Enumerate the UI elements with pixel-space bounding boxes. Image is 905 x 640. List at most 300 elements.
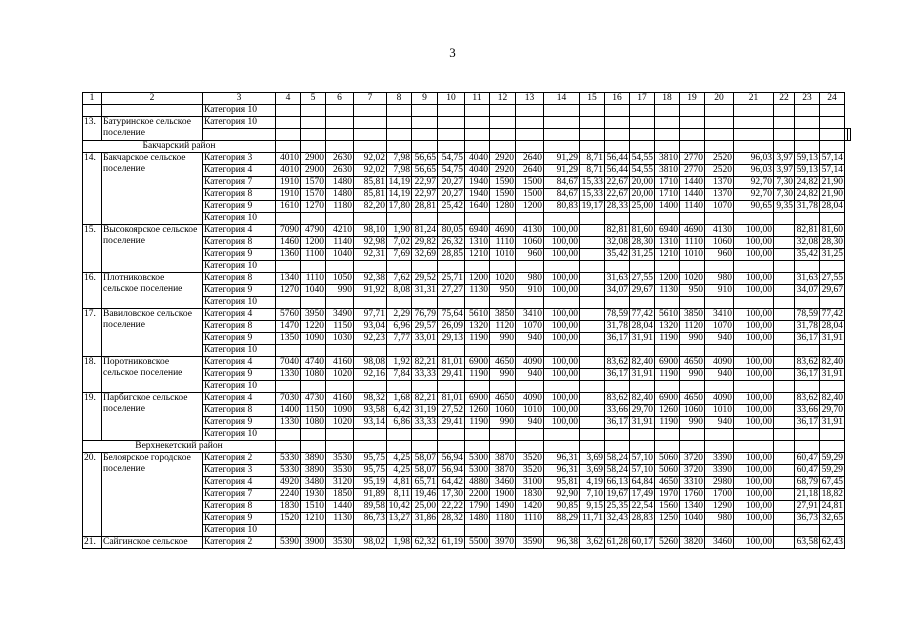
value-cell	[354, 213, 387, 225]
header-cell: 3	[203, 93, 276, 105]
category-label: Категория 7	[203, 489, 276, 501]
value-cell: 36,17	[795, 333, 820, 345]
header-cell: 10	[438, 93, 465, 105]
empty-cell	[276, 141, 301, 153]
value-cell: 3460	[705, 537, 734, 549]
value-cell	[734, 105, 774, 117]
value-cell: 1110	[301, 273, 326, 285]
value-cell	[438, 381, 465, 393]
value-cell: 29,57	[412, 321, 438, 333]
value-cell: 2920	[490, 153, 516, 165]
value-cell: 36,17	[605, 369, 630, 381]
value-cell: 1570	[301, 189, 326, 201]
value-cell: 76,79	[412, 309, 438, 321]
value-cell: 1210	[301, 513, 326, 525]
value-cell	[387, 129, 412, 141]
value-cell	[387, 213, 412, 225]
value-cell: 5330	[276, 453, 301, 465]
value-cell	[276, 345, 301, 357]
value-cell: 92,70	[734, 189, 774, 201]
value-cell: 1190	[655, 417, 680, 429]
value-cell: 22,54	[630, 501, 655, 513]
value-cell: 100,00	[734, 285, 774, 297]
value-cell: 28,85	[438, 249, 465, 261]
empty-cell	[438, 441, 465, 453]
value-cell: 57,10	[630, 465, 655, 477]
value-cell: 4010	[276, 165, 301, 177]
empty-cell	[705, 141, 734, 153]
value-cell	[605, 261, 630, 273]
value-cell: 8,71	[580, 153, 605, 165]
value-cell: 1830	[516, 489, 544, 501]
value-cell	[276, 525, 301, 537]
value-cell: 2520	[705, 165, 734, 177]
value-cell: 100,00	[734, 225, 774, 237]
value-cell	[680, 297, 705, 309]
value-cell	[490, 525, 516, 537]
value-cell: 6940	[465, 225, 490, 237]
value-cell: 19,67	[605, 489, 630, 501]
value-cell: 1830	[276, 501, 301, 513]
value-cell	[354, 117, 387, 129]
empty-cell	[276, 441, 301, 453]
value-cell	[820, 525, 845, 537]
value-cell: 1940	[465, 189, 490, 201]
value-cell: 90,65	[734, 201, 774, 213]
value-cell	[580, 381, 605, 393]
value-cell: 21,90	[820, 189, 845, 201]
value-cell: 36,17	[795, 369, 820, 381]
value-cell	[605, 117, 630, 129]
table-row	[83, 309, 851, 321]
empty-cell	[680, 441, 705, 453]
header-cell: 7	[354, 93, 387, 105]
settlement-name: Поротниковское сельское поселение	[102, 357, 203, 393]
value-cell	[544, 117, 580, 129]
value-cell: 65,71	[412, 477, 438, 489]
value-cell	[412, 345, 438, 357]
empty-cell	[795, 441, 820, 453]
value-cell	[655, 345, 680, 357]
value-cell	[734, 213, 774, 225]
value-cell	[774, 309, 795, 321]
value-cell: 4040	[465, 165, 490, 177]
value-cell: 31,91	[820, 333, 845, 345]
value-cell	[680, 429, 705, 441]
value-cell: 1360	[276, 249, 301, 261]
value-cell: 9,15	[580, 501, 605, 513]
table-row	[83, 153, 851, 165]
value-cell	[465, 429, 490, 441]
empty-cell	[387, 441, 412, 453]
value-cell: 10,42	[387, 501, 412, 513]
empty-cell	[412, 441, 438, 453]
value-cell: 5300	[465, 453, 490, 465]
value-cell	[438, 429, 465, 441]
value-cell	[605, 105, 630, 117]
value-cell: 92,02	[354, 153, 387, 165]
value-cell	[680, 345, 705, 357]
value-cell: 93,58	[354, 405, 387, 417]
value-cell	[301, 345, 326, 357]
value-cell: 4090	[516, 357, 544, 369]
value-cell: 1130	[326, 513, 354, 525]
value-cell: 81,60	[820, 225, 845, 237]
header-cell: 6	[326, 93, 354, 105]
value-cell: 92,31	[354, 249, 387, 261]
value-cell: 6900	[465, 357, 490, 369]
value-cell	[774, 117, 795, 129]
value-cell	[438, 525, 465, 537]
empty-cell	[630, 441, 655, 453]
value-cell	[774, 405, 795, 417]
value-cell: 100,00	[544, 369, 580, 381]
value-cell: 960	[516, 249, 544, 261]
value-cell	[705, 105, 734, 117]
value-cell	[580, 393, 605, 405]
value-cell: 990	[490, 333, 516, 345]
value-cell: 31,78	[795, 201, 820, 213]
value-cell: 62,32	[412, 537, 438, 549]
value-cell	[326, 261, 354, 273]
value-cell	[774, 297, 795, 309]
empty-cell	[490, 141, 516, 153]
value-cell: 1120	[680, 321, 705, 333]
value-cell: 1590	[490, 177, 516, 189]
value-cell: 60,47	[795, 465, 820, 477]
row-number: 15.	[83, 225, 102, 273]
empty-cell	[326, 141, 354, 153]
value-cell	[516, 129, 544, 141]
value-cell: 3870	[490, 465, 516, 477]
empty-cell	[465, 141, 490, 153]
value-cell	[544, 213, 580, 225]
value-cell	[680, 129, 705, 141]
row-number: 17.	[83, 309, 102, 357]
value-cell: 3,97	[774, 165, 795, 177]
value-cell	[630, 117, 655, 129]
value-cell: 6900	[655, 393, 680, 405]
value-cell	[301, 105, 326, 117]
value-cell: 32,69	[412, 249, 438, 261]
value-cell: 36,17	[795, 417, 820, 429]
value-cell	[795, 381, 820, 393]
value-cell: 31,25	[820, 249, 845, 261]
value-cell: 7,02	[387, 237, 412, 249]
value-cell: 1480	[465, 513, 490, 525]
header-cell: 15	[580, 93, 605, 105]
value-cell: 910	[705, 285, 734, 297]
row-number	[203, 129, 276, 141]
category-label: Категория 9	[203, 201, 276, 213]
settlement-name: Бакчарское сельское поселение	[102, 153, 203, 225]
value-cell: 20,27	[438, 177, 465, 189]
value-cell: 7,77	[387, 333, 412, 345]
value-cell: 96,38	[544, 537, 580, 549]
value-cell: 7,98	[387, 165, 412, 177]
settlement-name: Плотниковское сельское поселение	[102, 273, 203, 309]
value-cell: 1760	[680, 489, 705, 501]
value-cell: 5390	[276, 537, 301, 549]
value-cell: 1330	[276, 369, 301, 381]
value-cell: 3530	[326, 465, 354, 477]
value-cell: 2200	[465, 489, 490, 501]
value-cell	[326, 381, 354, 393]
value-cell	[438, 129, 465, 141]
value-cell	[820, 261, 845, 273]
value-cell	[544, 525, 580, 537]
settlement-name: Вавиловское сельское поселение	[102, 309, 203, 357]
value-cell	[326, 213, 354, 225]
value-cell: 1700	[705, 489, 734, 501]
value-cell: 1970	[655, 489, 680, 501]
value-cell	[630, 429, 655, 441]
value-cell: 25,71	[438, 273, 465, 285]
district-row	[83, 141, 851, 153]
value-cell: 78,59	[605, 309, 630, 321]
value-cell: 1,90	[387, 225, 412, 237]
value-cell	[774, 513, 795, 525]
value-cell: 58,24	[605, 465, 630, 477]
value-cell	[605, 345, 630, 357]
value-cell: 89,58	[354, 501, 387, 513]
value-cell: 100,00	[544, 417, 580, 429]
value-cell	[387, 105, 412, 117]
value-cell: 22,97	[412, 177, 438, 189]
category-label: Категория 8	[203, 405, 276, 417]
value-cell	[734, 297, 774, 309]
value-cell: 78,59	[795, 309, 820, 321]
value-cell: 3,69	[580, 453, 605, 465]
value-cell: 98,02	[354, 537, 387, 549]
value-cell: 14,19	[387, 189, 412, 201]
value-cell: 1090	[326, 405, 354, 417]
value-cell: 34,07	[795, 285, 820, 297]
value-cell	[490, 381, 516, 393]
value-cell: 100,00	[734, 357, 774, 369]
settlement-name: Сайгинское сельское	[102, 537, 203, 549]
header-cell: 14	[544, 93, 580, 105]
value-cell: 1210	[655, 249, 680, 261]
value-cell: 5760	[276, 309, 301, 321]
value-cell: 33,33	[412, 417, 438, 429]
value-cell: 1370	[705, 189, 734, 201]
value-cell: 31,91	[820, 369, 845, 381]
value-cell: 28,83	[630, 513, 655, 525]
empty-cell	[605, 141, 630, 153]
value-cell: 990	[490, 369, 516, 381]
value-cell: 4690	[490, 225, 516, 237]
value-cell: 4090	[516, 393, 544, 405]
value-cell: 36,17	[605, 417, 630, 429]
value-cell: 59,29	[820, 465, 845, 477]
value-cell: 92,98	[354, 237, 387, 249]
header-cell: 1	[83, 93, 102, 105]
value-cell: 4040	[465, 153, 490, 165]
value-cell: 59,29	[820, 453, 845, 465]
value-cell: 29,67	[820, 285, 845, 297]
value-cell: 28,30	[630, 237, 655, 249]
value-cell	[630, 345, 655, 357]
value-cell	[412, 525, 438, 537]
value-cell: 56,94	[438, 453, 465, 465]
value-cell: 54,75	[438, 153, 465, 165]
value-cell	[705, 297, 734, 309]
value-cell: 2920	[490, 165, 516, 177]
value-cell: 98,32	[354, 393, 387, 405]
value-cell	[490, 345, 516, 357]
value-cell: 980	[516, 273, 544, 285]
value-cell: 3120	[326, 477, 354, 489]
value-cell: 1040	[301, 285, 326, 297]
value-cell	[465, 525, 490, 537]
value-cell: 25,42	[438, 201, 465, 213]
value-cell	[774, 285, 795, 297]
value-cell: 3870	[490, 453, 516, 465]
empty-cell	[465, 441, 490, 453]
category-label: Категория 10	[203, 429, 276, 441]
value-cell: 3820	[680, 537, 705, 549]
value-cell: 27,55	[630, 273, 655, 285]
value-cell: 1710	[655, 189, 680, 201]
value-cell: 22,67	[605, 177, 630, 189]
value-cell: 92,70	[734, 177, 774, 189]
value-cell	[580, 297, 605, 309]
value-cell: 940	[516, 417, 544, 429]
value-cell: 24,82	[795, 177, 820, 189]
empty-cell	[734, 141, 774, 153]
value-cell: 32,08	[605, 237, 630, 249]
value-cell: 31,91	[820, 417, 845, 429]
value-cell: 32,65	[820, 513, 845, 525]
value-cell: 100,00	[544, 249, 580, 261]
value-cell: 20,27	[438, 189, 465, 201]
value-cell: 98,10	[354, 225, 387, 237]
value-cell	[354, 381, 387, 393]
value-cell: 64,42	[438, 477, 465, 489]
value-cell	[630, 129, 655, 141]
value-cell	[774, 249, 795, 261]
value-cell: 82,40	[630, 357, 655, 369]
value-cell: 6,96	[387, 321, 412, 333]
value-cell: 26,32	[438, 237, 465, 249]
value-cell: 56,94	[438, 465, 465, 477]
header-cell: 8	[387, 93, 412, 105]
value-cell: 15,33	[580, 189, 605, 201]
value-cell: 2240	[276, 489, 301, 501]
value-cell: 91,89	[354, 489, 387, 501]
value-cell: 1200	[655, 273, 680, 285]
value-cell: 1510	[301, 501, 326, 513]
value-cell: 2640	[516, 153, 544, 165]
value-cell: 940	[705, 417, 734, 429]
value-cell: 90,85	[544, 501, 580, 513]
value-cell: 91,92	[354, 285, 387, 297]
value-cell: 80,05	[438, 225, 465, 237]
empty-cell	[354, 441, 387, 453]
value-cell: 7090	[276, 225, 301, 237]
value-cell	[774, 225, 795, 237]
value-cell: 3590	[516, 537, 544, 549]
header-cell: 23	[795, 93, 820, 105]
value-cell: 56,65	[412, 165, 438, 177]
value-cell: 29,52	[412, 273, 438, 285]
value-cell: 100,00	[734, 369, 774, 381]
value-cell: 1340	[276, 273, 301, 285]
value-cell	[680, 261, 705, 273]
value-cell: 54,55	[630, 153, 655, 165]
value-cell: 5060	[655, 453, 680, 465]
value-cell	[326, 297, 354, 309]
value-cell	[705, 129, 734, 141]
value-cell: 1310	[465, 237, 490, 249]
value-cell: 1150	[301, 405, 326, 417]
value-cell: 980	[705, 513, 734, 525]
value-cell	[354, 525, 387, 537]
value-cell	[795, 345, 820, 357]
category-label: Категория 8	[203, 501, 276, 513]
value-cell: 100,00	[544, 405, 580, 417]
value-cell	[326, 105, 354, 117]
value-cell	[774, 453, 795, 465]
value-cell	[516, 381, 544, 393]
value-cell: 7040	[276, 357, 301, 369]
value-cell: 7,62	[387, 273, 412, 285]
category-label: Категория 2	[203, 537, 276, 549]
value-cell	[412, 117, 438, 129]
value-cell: 1010	[516, 405, 544, 417]
settlement-name: Батуринское сельское поселение	[102, 117, 203, 141]
value-cell	[774, 333, 795, 345]
value-cell	[544, 129, 580, 141]
value-cell: 3530	[326, 537, 354, 549]
value-cell: 66,13	[605, 477, 630, 489]
value-cell	[490, 261, 516, 273]
value-cell: 1140	[680, 201, 705, 213]
table-row	[83, 105, 851, 117]
value-cell	[276, 297, 301, 309]
category-label: Категория 9	[203, 333, 276, 345]
header-cell: 9	[412, 93, 438, 105]
value-cell	[412, 129, 438, 141]
value-cell: 1110	[490, 237, 516, 249]
settlement-name	[102, 105, 203, 117]
value-cell	[680, 117, 705, 129]
value-cell	[276, 261, 301, 273]
value-cell: 3810	[655, 165, 680, 177]
value-cell: 1910	[276, 189, 301, 201]
value-cell: 1010	[490, 249, 516, 261]
value-cell: 36,73	[795, 513, 820, 525]
value-cell	[655, 381, 680, 393]
value-cell	[412, 213, 438, 225]
value-cell: 3850	[680, 309, 705, 321]
value-cell	[655, 429, 680, 441]
value-cell: 1120	[490, 321, 516, 333]
value-cell: 5500	[465, 537, 490, 549]
value-cell: 2770	[680, 153, 705, 165]
value-cell: 95,81	[544, 477, 580, 489]
category-label: Категория 8	[203, 189, 276, 201]
value-cell	[490, 105, 516, 117]
value-cell	[820, 429, 845, 441]
value-cell: 100,00	[734, 321, 774, 333]
value-cell	[774, 525, 795, 537]
value-cell	[301, 213, 326, 225]
value-cell: 100,00	[734, 309, 774, 321]
value-cell: 3410	[516, 309, 544, 321]
value-cell: 2900	[301, 165, 326, 177]
